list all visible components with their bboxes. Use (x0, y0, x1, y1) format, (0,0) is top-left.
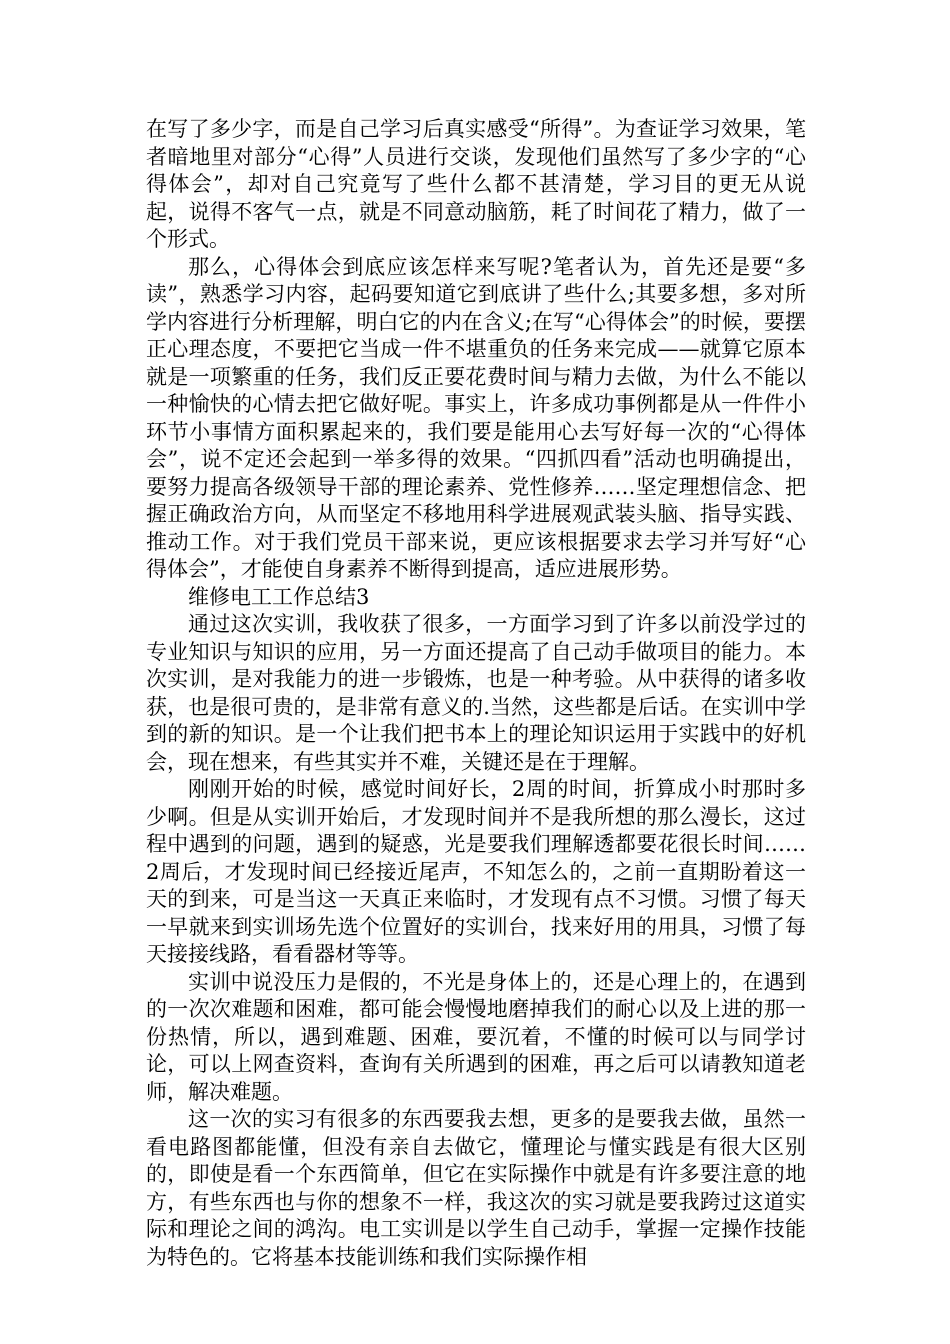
paragraph-practice: 这一次的实习有很多的东西要我去想，更多的是要我去做，虽然一看电路图都能懂，但没有亲自去做它，懂理论与懂实践是有很大区别的，即使是看一个东西简单，但它在实际操作中就是有许多要注意的地方，有些东西也与你的想象不一样，我这次的实习就是要我跨过这道实际和理论之间的鸿沟。电工实训是以学生自己动手，掌握一定操作技能为特色的。它将基本技能训练和我们实际操作相 (146, 1107, 806, 1269)
paragraph-how-to-write: 那么，心得体会到底应该怎样来写呢?笔者认为，首先还是要“多读”，熟悉学习内容，起码要知道它到底讲了些什么;其要多想，多对所学内容进行分析理解，明白它的内在含义;在写“心得体会”的时候，要摆正心理态度，不要把它当成一件不堪重负的任务来完成——就算它原本就是一项繁重的任务，我们反正要花费时间与精力去做，为什么不能以一种愉快的心情去把它做好呢。事实上，许多成功事例都是从一件件小环节小事情方面积累起来的，我们要是能用心去写好每一次的“心得体会”，说不定还会起到一举多得的效果。“四抓四看”活动也明确提出，要努力提高各级领导干部的理论素养、党性修养……坚定理想信念、把握正确政治方向，从而坚定不移地用科学进展观武装头脑、指导实践、推动工作。对于我们党员干部来说，更应该根据要求去学习并写好“心得体会”，才能使自身素养不断得到提高，适应进展形势。 (146, 254, 806, 581)
paragraph-time: 刚刚开始的时候，感觉时间好长，2周的时间，折算成小时那时多少啊。但是从实训开始后，才发现时间并不是我所想的那么漫长，这过程中遇到的问题，遇到的疑惑，光是要我们理解透都要花很长时间……2周后，才发现时间已经接近尾声，不知怎么的，之前一直期盼着这一天的到来，可是当这一天真正来临时，才发现有点不习惯。习惯了每天一早就来到实训场先选个位置好的实训台，找来好用的用具，习惯了每天接接线路，看看器材等等。 (146, 777, 806, 966)
paragraph-pressure: 实训中说没压力是假的，不光是身体上的，还是心理上的，在遇到的一次次难题和困难，都可能会慢慢地磨掉我们的耐心以及上进的那一份热情，所以，遇到难题、困难，要沉着，不懂的时候可以与同学讨论，可以上网查资料，查询有关所遇到的困难，再之后可以请教知道老师，解决难题。 (146, 969, 806, 1104)
paragraph-training-gains: 通过这次实训，我收获了很多，一方面学习到了许多以前没学过的专业知识与知识的应用，另一方面还提高了自己动手做项目的能力。本次实训，是对我能力的进一步锻炼，也是一种考验。从中获得的诸多收获，也是很可贵的，是非常有意义的.当然，这些都是后话。在实训中学到的新的知识。是一个让我们把书本上的理论知识运用于实践中的好机会，现在想来，有些其实并不难，关键还是在于理解。 (146, 612, 806, 774)
section-heading: 维修电工工作总结3 (188, 584, 370, 609)
document-page (146, 116, 806, 1271)
paragraph-continuation: 在写了多少字，而是自己学习后真实感受“所得”。为查证学习效果，笔者暗地里对部分“心得”人员进行交谈，发现他们虽然写了多少字的“心得体会”，却对自己究竟写了些什么都不甚清楚，学习目的更无从说起，说得不客气一点，就是不同意动脑筋，耗了时间花了精力，做了一个形式。 (146, 117, 806, 251)
